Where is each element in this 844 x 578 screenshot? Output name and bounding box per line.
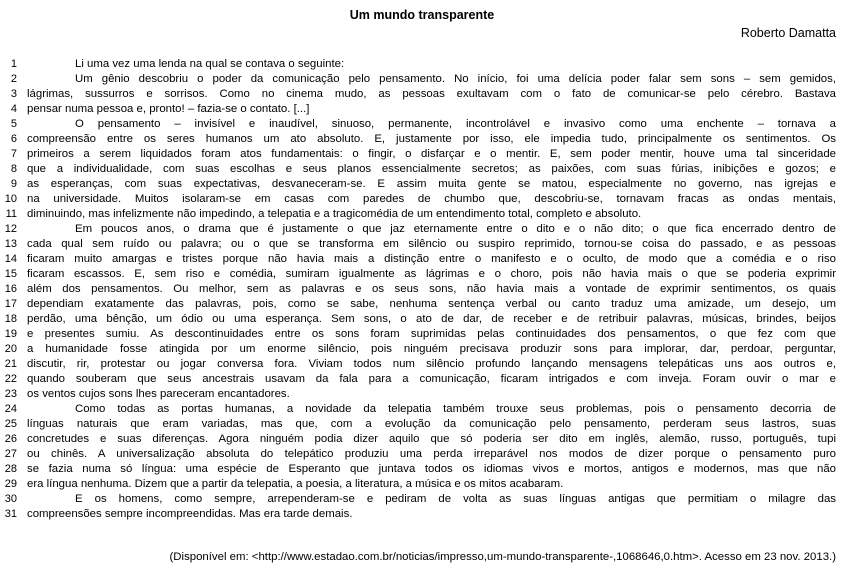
text-line [0,402,844,417]
line-number: 11 [5,208,17,220]
line-number: 6 [10,133,17,145]
line-number: 31 [4,508,17,520]
line-text: que a individualidade, com suas escolhas e seus planos essencialmente secretos; as paixões, com suas fúrias, inibições e gozos; e [27,163,836,175]
line-text: Um gênio descobriu o poder da comunicação pelo pensamento. No início, foi uma delícia poder falar sem sons – sem gemidos, [75,73,836,85]
text-line [0,267,844,282]
line-text: na universidade. Muitos isolaram-se em casas com paredes de chumbo que, descobriu-se, tornavam fracas as ondas mentais, [27,193,836,205]
text-line [0,417,844,432]
line-number: 15 [4,268,17,280]
line-number: 23 [4,388,17,400]
text-line [0,132,844,147]
text-line [0,492,844,507]
text-line [0,387,844,402]
text-line [0,192,844,207]
line-number: 8 [10,163,17,175]
text-line [0,462,844,477]
document-title: Um mundo transparente [349,8,495,22]
text-line [0,162,844,177]
text-line [0,87,844,102]
line-number: 27 [4,448,17,460]
text-line [0,342,844,357]
line-text: primeiros a serem liquidados foram atos fundamentais: o fingir, o disfarçar e o mentir. E, sem poder mentir, houve uma tal sinceridade [27,148,836,160]
line-number: 12 [4,223,17,235]
line-text: lágrimas, sussurros e sorrisos. Como no cinema mudo, as pessoas exultavam com o fato de comunicar-se pelo cérebro. Bastava [27,88,836,100]
line-text: ou chinês. A universalização absoluta do telepático produziu uma perda irreparável nos modos de dizer porque o pensamento puro [27,448,836,460]
line-number: 10 [4,193,17,205]
text-line [0,477,844,492]
text-line [0,447,844,462]
line-text: Em poucos anos, o drama que é justamente o que jaz eternamente entre o dito e o não dito; o que fica encerrado dentro de [75,223,836,235]
line-text: diminuindo, mas infelizmente não impedindo, a telepatia e a tragicomédia de um entendimento total, completo e absoluto. [27,208,642,220]
line-text: e presentes sumiu. As descontinuidades entre os sons foram suprimidas pelas continuidades dos pensamentos, o que fez com que [27,328,836,340]
line-text: os ventos cujos sons lhes pareceram encantadores. [27,388,290,400]
line-number: 4 [10,103,17,115]
line-text: compreensão entre os seres humanos um ato absoluto. E, justamente por isso, ele impedia tudo, principalmente os sentimentos. Os [27,133,836,145]
text-line [0,177,844,192]
line-text: Li uma vez uma lenda na qual se contava o seguinte: [75,58,345,70]
line-text: ficaram escassos. E, sem riso e comédia, sumiram igualmente as lágrimas e o choro, pois não havia mais o que se poderia exprimir [27,268,836,280]
line-number: 19 [4,328,17,340]
line-number: 9 [10,178,17,190]
line-text: discutir, rir, protestar ou jogar conversa fora. Viviam todos num silêncio profundo lançando mensagens telepáticas uns aos outros e, [27,358,836,370]
line-text: compreensões sempre incompreendidas. Mas era tarde demais. [27,508,353,520]
text-line [0,72,844,87]
line-number: 24 [4,403,17,415]
line-text: Como todas as portas humanas, a novidade da telepatia também trouxe seus problemas, pois o pensamento decorria de [75,403,836,415]
line-text: E os homens, como sempre, arrependeram-se e pediram de volta as suas línguas antigas que permitiam o milagre das [75,493,836,505]
line-number: 26 [4,433,17,445]
text-line [0,312,844,327]
line-number: 5 [10,118,17,130]
line-text: além dos pensamentos. Ou melhor, sem as palavras e os seus sons, não havia mais a vontade de exprimir sentimentos, os quais [27,283,836,295]
line-text: perdão, uma bênção, um ódio ou uma esperança. Sem sons, o ato de dar, de receber e de retribuir palavras, músicas, brindes, beijos [27,313,836,325]
text-line [0,432,844,447]
line-number: 22 [4,373,17,385]
line-text: dependiam exatamente das palavras, pois, como se sabe, nenhuma sentença verbal ou canto traduz uma amizade, um desejo, um [27,298,836,310]
line-number: 2 [10,73,17,85]
line-text: quando souberam que seus ancestrais usavam da fala para a comunicação, ficaram intrigados e com inveja. Foram ouvir o mar e [27,373,836,385]
line-text: as esperanças, com suas expectativas, desvaneceram-se. E assim muita gente se matou, especialmente no governo, nas igrejas e [27,178,836,190]
text-line [0,147,844,162]
line-number: 20 [4,343,17,355]
line-number: 25 [4,418,17,430]
line-number: 1 [10,58,17,70]
text-line [0,327,844,342]
text-body [0,57,844,522]
text-line [0,252,844,267]
text-line [0,357,844,372]
line-text: línguas naturais que eram variadas, mas que, com a evolução da comunicação pelo pensamento, perderam seus lastros, suas [27,418,836,430]
text-line [0,372,844,387]
line-text: se fazia numa só língua: uma espécie de Esperanto que juntava todos os idiomas vivos e mortos, antigos e modernos, mas que não [27,463,836,475]
line-text: cada qual sem ruído ou palavra; ou o que se transforma em silêncio ou suspiro reprimido, tornou-se coisa do passado, e as pessoas [27,238,836,250]
text-line [0,297,844,312]
line-text: concretudes e suas diferenças. Agora ninguém podia dizer aquilo que só poderia ser dito em inglês, alemão, russo, português, tupi [27,433,836,445]
line-text: O pensamento – invisível e inaudível, sinuoso, permanente, incontrolável e invasivo como uma enchente – tornava a [75,118,836,130]
line-number: 30 [4,493,17,505]
line-number: 29 [4,478,17,490]
text-line [0,282,844,297]
line-number: 7 [10,148,17,160]
line-number: 16 [4,283,17,295]
text-line [0,57,844,72]
author-name: Roberto Damatta [740,26,836,40]
line-number: 13 [4,238,17,250]
line-text: a humanidade fosse atingida por um enorme silêncio, pois ninguém precisava produzir sons para implorar, dar, perdoar, perguntar, [27,343,836,355]
line-text: ficaram muito amargas e tristes porque não havia mais a distinção entre o manifesto e o oculto, de modo que a comédia e o riso [27,253,836,265]
line-number: 14 [4,253,17,265]
line-number: 28 [4,463,17,475]
text-line [0,237,844,252]
source-citation: (Disponível em: <http://www.estadao.com.br/noticias/impresso,um-mundo-transparente-,1068646,0.htm>. Acesso em 23 nov. 2013.) [169,551,836,563]
line-number: 21 [4,358,17,370]
line-text: pensar numa pessoa e, pronto! – fazia-se o contato. [...] [27,103,310,115]
line-number: 17 [4,298,17,310]
line-number: 3 [10,88,17,100]
line-number: 18 [4,313,17,325]
text-line [0,507,844,522]
text-line [0,117,844,132]
line-text: era língua nenhuma. Dizem que a partir da telepatia, a poesia, a literatura, a música e os mitos acabaram. [27,478,564,490]
text-line [0,207,844,222]
text-line [0,102,844,117]
text-line [0,222,844,237]
